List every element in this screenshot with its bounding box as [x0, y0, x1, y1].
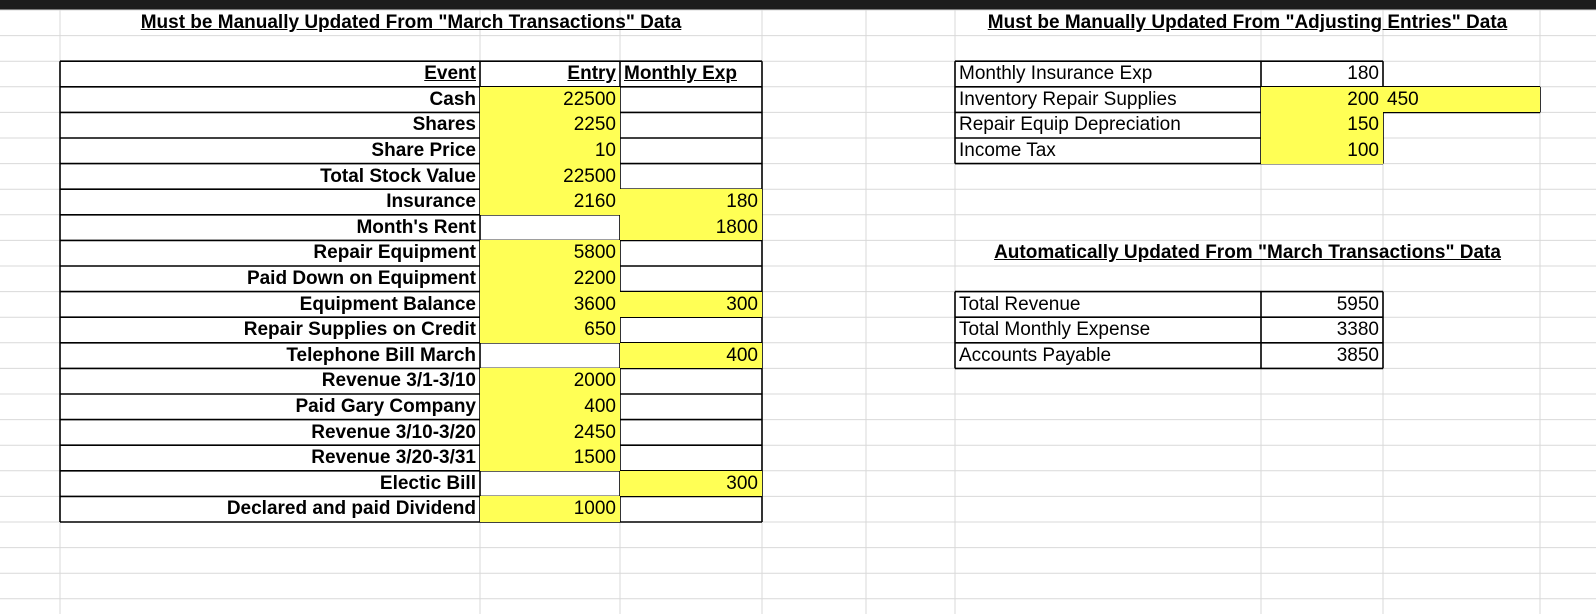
entry-value: 22500	[563, 88, 616, 110]
entry-value: 2160	[573, 191, 616, 213]
entry-value: 2450	[573, 421, 616, 443]
adjusting-value: 180	[1347, 63, 1379, 85]
event-label: Total Stock Value	[320, 165, 476, 187]
auto-value: 3850	[1336, 344, 1379, 366]
march-transactions-header: Must be Manually Updated From "March Transactions" Data	[140, 12, 682, 33]
event-label: Month's Rent	[356, 216, 476, 238]
event-label: Paid Down on Equipment	[246, 268, 476, 289]
adjusting-entries-header: Must be Manually Updated From "Adjusting Entries" Data	[987, 12, 1508, 33]
monthly-exp-value: 1800	[715, 216, 758, 238]
adjusting-value: 100	[1347, 140, 1379, 161]
event-label: Declared and paid Dividend	[226, 498, 476, 520]
monthly-exp-value: 400	[726, 344, 758, 366]
adjusting-label: Repair Equip Depreciation	[959, 114, 1181, 136]
auto-label: Total Revenue	[959, 293, 1081, 315]
event-label: Revenue 3/10-3/20	[311, 421, 476, 443]
adjusting-extra-value: 450	[1387, 88, 1419, 110]
entry-value: 1000	[573, 498, 616, 520]
entry-value: 400	[584, 396, 616, 417]
event-label: Equipment Balance	[299, 293, 476, 315]
auto-value: 3380	[1336, 319, 1379, 341]
event-label: Paid Gary Company	[295, 396, 476, 417]
entry-value: 22500	[563, 165, 616, 187]
monthly-exp-value: 300	[726, 472, 758, 494]
auto-updated-header: Automatically Updated From "March Transactions" Data	[994, 242, 1501, 264]
column-header-monthly-exp: Monthly Exp	[624, 63, 737, 85]
adjusting-label: Monthly Insurance Exp	[959, 63, 1153, 85]
entry-value: 2250	[573, 114, 616, 136]
event-label: Cash	[429, 88, 476, 110]
adjusting-value: 150	[1347, 114, 1379, 136]
entry-value: 2000	[573, 370, 616, 392]
entry-value: 3600	[573, 293, 616, 315]
event-label: Revenue 3/20-3/31	[311, 447, 476, 469]
adjusting-label: Inventory Repair Supplies	[959, 88, 1177, 110]
monthly-exp-value: 300	[726, 293, 758, 315]
entry-value: 5800	[573, 242, 616, 264]
entry-value: 650	[584, 319, 616, 341]
event-label: Repair Equipment	[313, 242, 476, 264]
entry-value: 2200	[573, 268, 616, 289]
entry-value: 1500	[573, 447, 616, 469]
column-header-entry: Entry	[567, 63, 616, 85]
auto-label: Total Monthly Expense	[959, 319, 1151, 341]
adjusting-label: Income Tax	[959, 140, 1056, 161]
event-label: Insurance	[386, 191, 476, 213]
auto-label: Accounts Payable	[959, 344, 1112, 366]
event-label: Share Price	[371, 140, 476, 161]
event-label: Shares	[412, 114, 476, 136]
auto-value: 5950	[1336, 293, 1379, 315]
event-label: Revenue 3/1-3/10	[321, 370, 476, 392]
entry-value: 10	[594, 140, 616, 161]
event-label: Telephone Bill March	[286, 344, 476, 366]
monthly-exp-value: 180	[726, 191, 758, 213]
event-label: Electic Bill	[379, 472, 476, 494]
adjusting-value: 200	[1347, 88, 1379, 110]
column-header-event: Event	[424, 63, 476, 85]
event-label: Repair Supplies on Credit	[243, 319, 476, 341]
